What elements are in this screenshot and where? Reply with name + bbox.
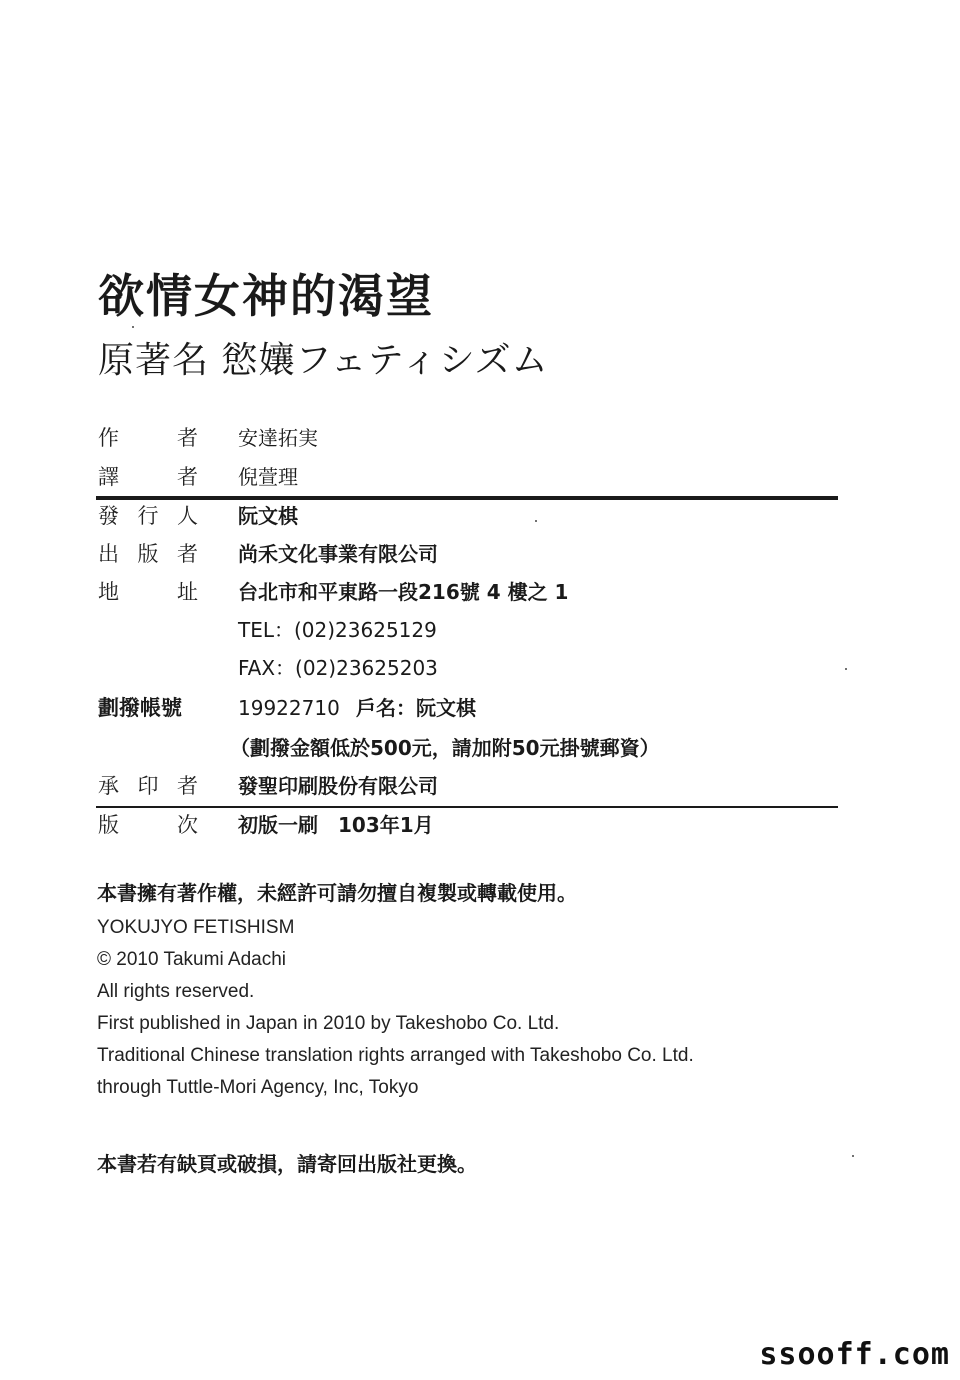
scan-speck (852, 1155, 854, 1157)
publisher-value: 阮文棋 (238, 504, 298, 528)
imprint-value: 尚禾文化事業有限公司 (238, 542, 438, 566)
english-line-first-published: First published in Japan in 2010 by Takeshobo Co. Ltd. (97, 1013, 560, 1034)
publisher-label: 發 行 人 (98, 504, 198, 528)
translator-value: 倪萱理 (238, 465, 298, 489)
english-line-rights: All rights reserved. (97, 981, 255, 1002)
scan-speck (535, 520, 537, 522)
author-value: 安達拓実 (238, 426, 318, 450)
edition-label: 版 次 (98, 813, 198, 837)
book-title: 欲情女神的渴望 (98, 269, 434, 323)
transfer-note-row (98, 731, 798, 765)
translator-row (98, 460, 798, 494)
replacement-notice: 本書若有缺頁或破損，請寄回出版社更換。 (97, 1152, 477, 1176)
edition-row (98, 808, 798, 842)
copyright-notice: 本書擁有著作權，未經許可請勿擅自複製或轉載使用。 (97, 881, 577, 905)
address-row (98, 575, 798, 609)
transfer-row (98, 691, 798, 725)
transfer-note: （劃撥金額低於500元，請加附50元掛號郵資） (230, 736, 660, 760)
scan-speck (845, 668, 847, 670)
fax-value: FAX：(02)23625203 (238, 656, 438, 680)
english-line-agency: through Tuttle-Mori Agency, Inc, Tokyo (97, 1077, 419, 1098)
transfer-account: 19922710 (238, 696, 340, 720)
imprint-row (98, 537, 798, 571)
imprint-label: 出 版 者 (98, 542, 198, 566)
original-title: 原著名 慾孃フェティシズム (98, 340, 549, 381)
edition-value: 初版一刷 103年1月 (238, 813, 434, 837)
english-line-translation-rights: Traditional Chinese translation rights arranged with Takeshobo Co. Ltd. (97, 1045, 694, 1066)
translator-label: 譯 者 (98, 465, 198, 489)
author-label: 作 者 (98, 426, 198, 450)
english-line-copyright: © 2010 Takumi Adachi (97, 949, 286, 970)
publisher-row (98, 499, 798, 533)
tel-value: TEL：(02)23625129 (238, 618, 437, 642)
printer-value: 發聖印刷股份有限公司 (238, 774, 438, 798)
scan-speck (132, 326, 134, 328)
author-row (98, 421, 798, 455)
address-label: 地 址 (98, 580, 198, 604)
address-value: 台北市和平東路一段216號 4 樓之 1 (238, 580, 569, 604)
fax-row (98, 651, 798, 685)
site-watermark: ssooff.com (759, 1337, 950, 1372)
english-line-title: YOKUJYO FETISHISM (97, 917, 295, 938)
tel-row (98, 613, 798, 647)
printer-row (98, 769, 798, 803)
transfer-name: 戶名：阮文棋 (356, 696, 476, 720)
transfer-label: 劃撥帳號 (98, 696, 182, 720)
printer-label: 承 印 者 (98, 774, 198, 798)
